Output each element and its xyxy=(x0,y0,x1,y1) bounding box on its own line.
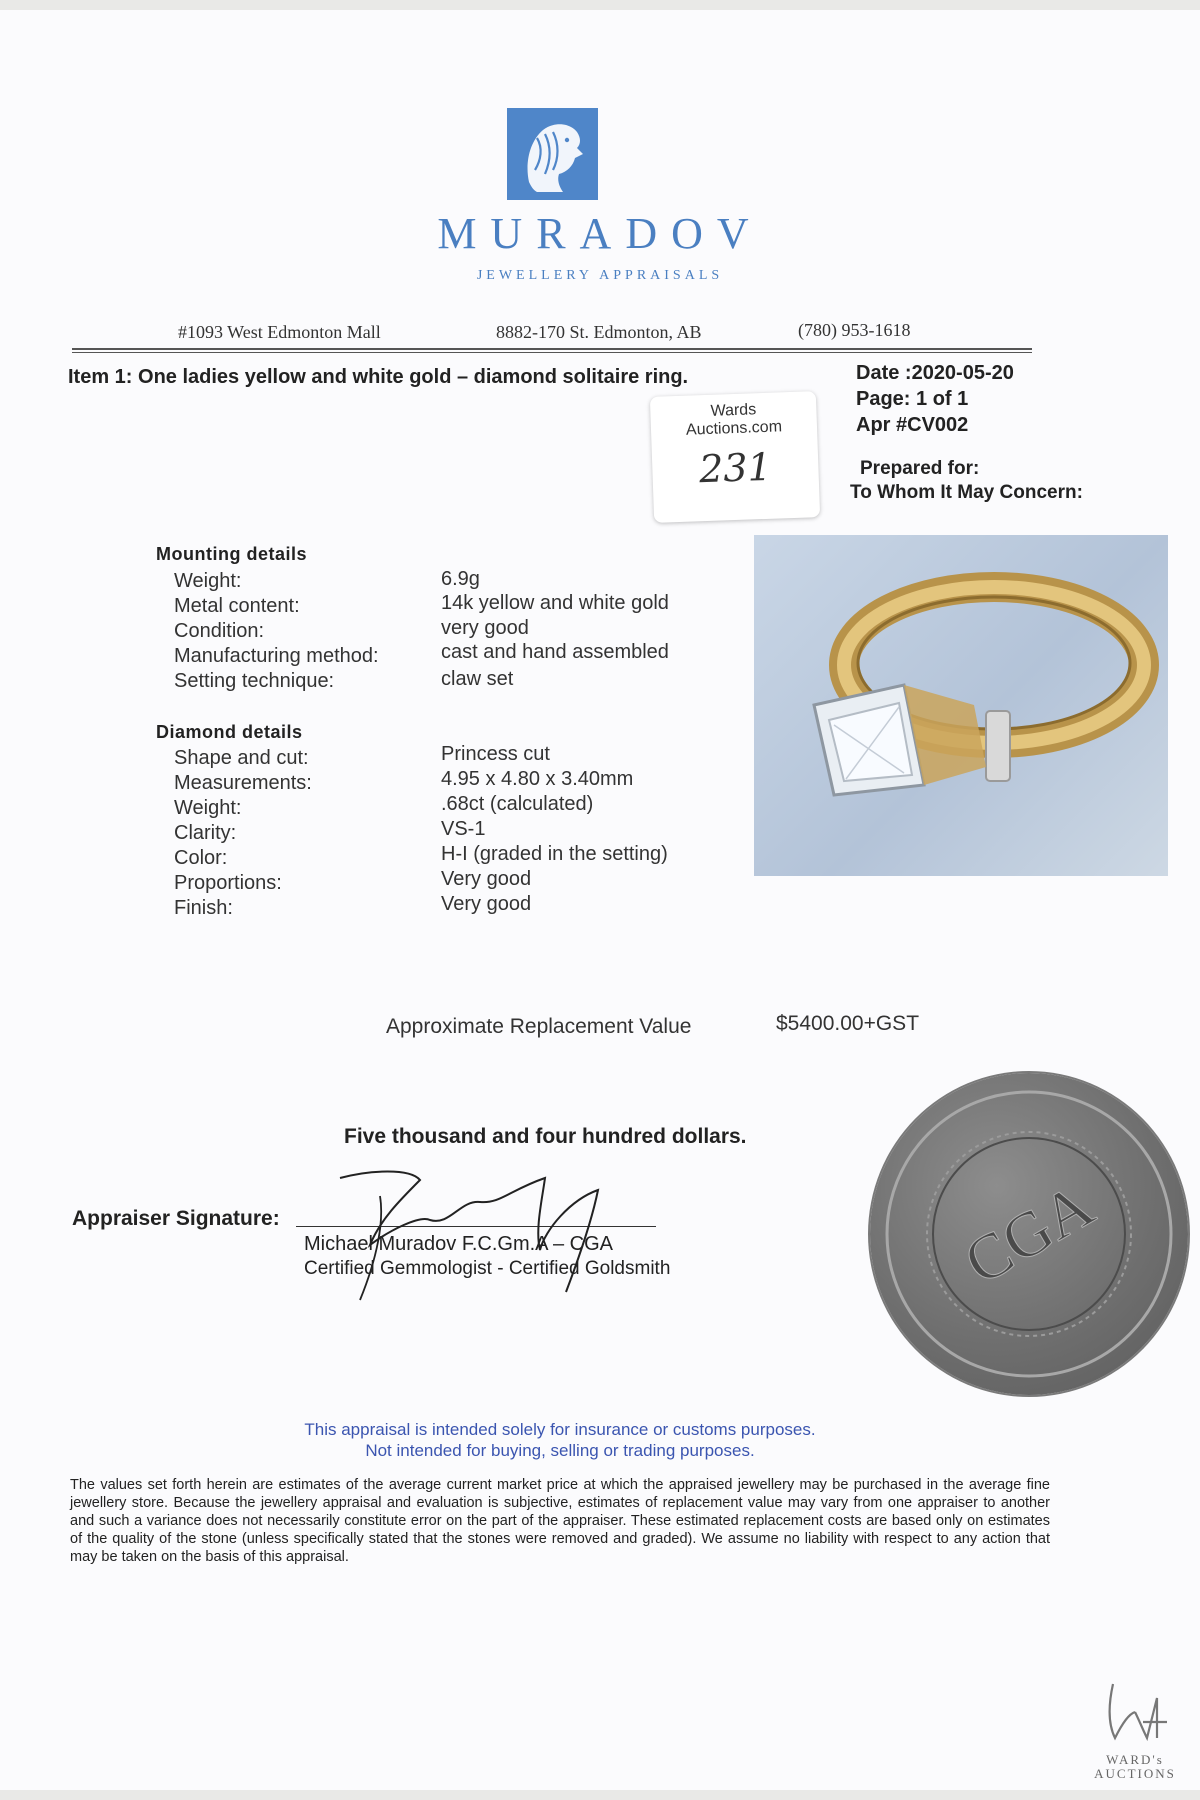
lot-number: 231 xyxy=(698,444,773,492)
usage-notice-line1: This appraisal is intended solely for insurance or customs purposes. xyxy=(304,1420,816,1439)
diamond-label: Measurements: xyxy=(174,772,312,794)
mounting-label: Metal content: xyxy=(174,595,300,617)
mounting-label: Manufacturing method: xyxy=(174,645,379,667)
mounting-value: 14k yellow and white gold xyxy=(441,592,669,614)
cga-embossed-seal xyxy=(870,1073,1188,1395)
diamond-value: Very good xyxy=(441,868,532,890)
appraisal-document xyxy=(0,10,1200,1790)
value-in-words: Five thousand and four hundred dollars. xyxy=(344,1125,747,1148)
ring-photo xyxy=(754,535,1168,876)
diamond-label: Shape and cut: xyxy=(174,747,309,769)
header-divider xyxy=(72,348,1032,353)
mounting-value: 6.9g xyxy=(441,568,480,590)
diamond-label: Color: xyxy=(174,847,228,869)
wa-monogram-icon xyxy=(1095,1678,1175,1748)
mounting-value: claw set xyxy=(441,668,514,690)
diamond-value: VS-1 xyxy=(441,818,486,840)
appraisal-number: Apr #CV002 xyxy=(856,414,969,436)
seal-center-text: CGA xyxy=(952,1169,1106,1299)
mounting-label: Condition: xyxy=(174,620,265,642)
mounting-details-title: Mounting details xyxy=(156,544,307,564)
phone-number: (780) 953-1618 xyxy=(798,320,911,340)
watermark-line1: WARD's xyxy=(1106,1752,1164,1767)
page-count: Page: 1 of 1 xyxy=(856,388,969,410)
replacement-value-label: Approximate Replacement Value xyxy=(386,1015,692,1038)
diamond-label: Clarity: xyxy=(174,822,237,844)
diamond-value: .68ct (calculated) xyxy=(441,793,594,815)
lion-logo-icon xyxy=(507,108,598,200)
mounting-label: Setting technique: xyxy=(174,670,335,692)
sticker-line1: Wards xyxy=(710,401,757,420)
diamond-value: 4.95 x 4.80 x 3.40mm xyxy=(441,768,634,790)
watermark-line2: AUCTIONS xyxy=(1094,1766,1176,1781)
brand-name: MURADOV xyxy=(437,209,763,258)
mounting-label: Weight: xyxy=(174,570,242,592)
wards-auctions-watermark xyxy=(1080,1678,1190,1781)
brand-tagline: JEWELLERY APPRAISALS xyxy=(476,268,724,283)
mounting-value: cast and hand assembled xyxy=(441,641,669,663)
replacement-value-amount: $5400.00+GST xyxy=(776,1012,920,1035)
diamond-value: Princess cut xyxy=(441,743,550,765)
mounting-value: very good xyxy=(441,617,529,639)
address-street: 8882-170 St. Edmonton, AB xyxy=(496,322,702,342)
lot-sticker xyxy=(650,391,820,523)
diamond-value: Very good xyxy=(441,893,532,915)
appraiser-name: Michael Muradov F.C.Gm.A – CGA xyxy=(304,1233,613,1255)
legal-disclaimer: The values set forth herein are estimates of the average current market price at which the appraised jewellery may be purchased in the average fine jewellery store. Because the jewellery appraisal and evaluation is subjective, estimates of replacement value may vary from one appraiser to another and such a variance does not necessarily constitute error on the part of the appraiser. These estimated replacement costs are based only on estimates of the quality of the stone (unless specifically stated that the stones were removed and graded). We assume no liability with respect to any action that may be taken on the basis of this appraisal. xyxy=(70,1477,1050,1565)
diamond-value: H-I (graded in the setting) xyxy=(441,843,668,865)
sticker-line2: Auctions.com xyxy=(685,418,783,439)
usage-notice-line2: Not intended for buying, selling or trading purposes. xyxy=(365,1441,755,1460)
appraiser-title: Certified Gemmologist - Certified Goldsmith xyxy=(304,1258,671,1279)
item-description: Item 1: One ladies yellow and white gold – diamond solitaire ring. xyxy=(68,366,689,388)
appraisal-date: Date :2020-05-20 xyxy=(856,362,1014,384)
address-mall: #1093 West Edmonton Mall xyxy=(178,322,381,342)
diamond-label: Proportions: xyxy=(174,872,282,894)
diamond-label: Weight: xyxy=(174,797,242,819)
prepared-for-recipient: To Whom It May Concern: xyxy=(850,482,1083,503)
prepared-for-label: Prepared for: xyxy=(860,458,980,479)
diamond-details-title: Diamond details xyxy=(156,722,303,742)
diamond-label: Finish: xyxy=(174,897,233,919)
appraiser-signature-label: Appraiser Signature: xyxy=(72,1207,280,1230)
